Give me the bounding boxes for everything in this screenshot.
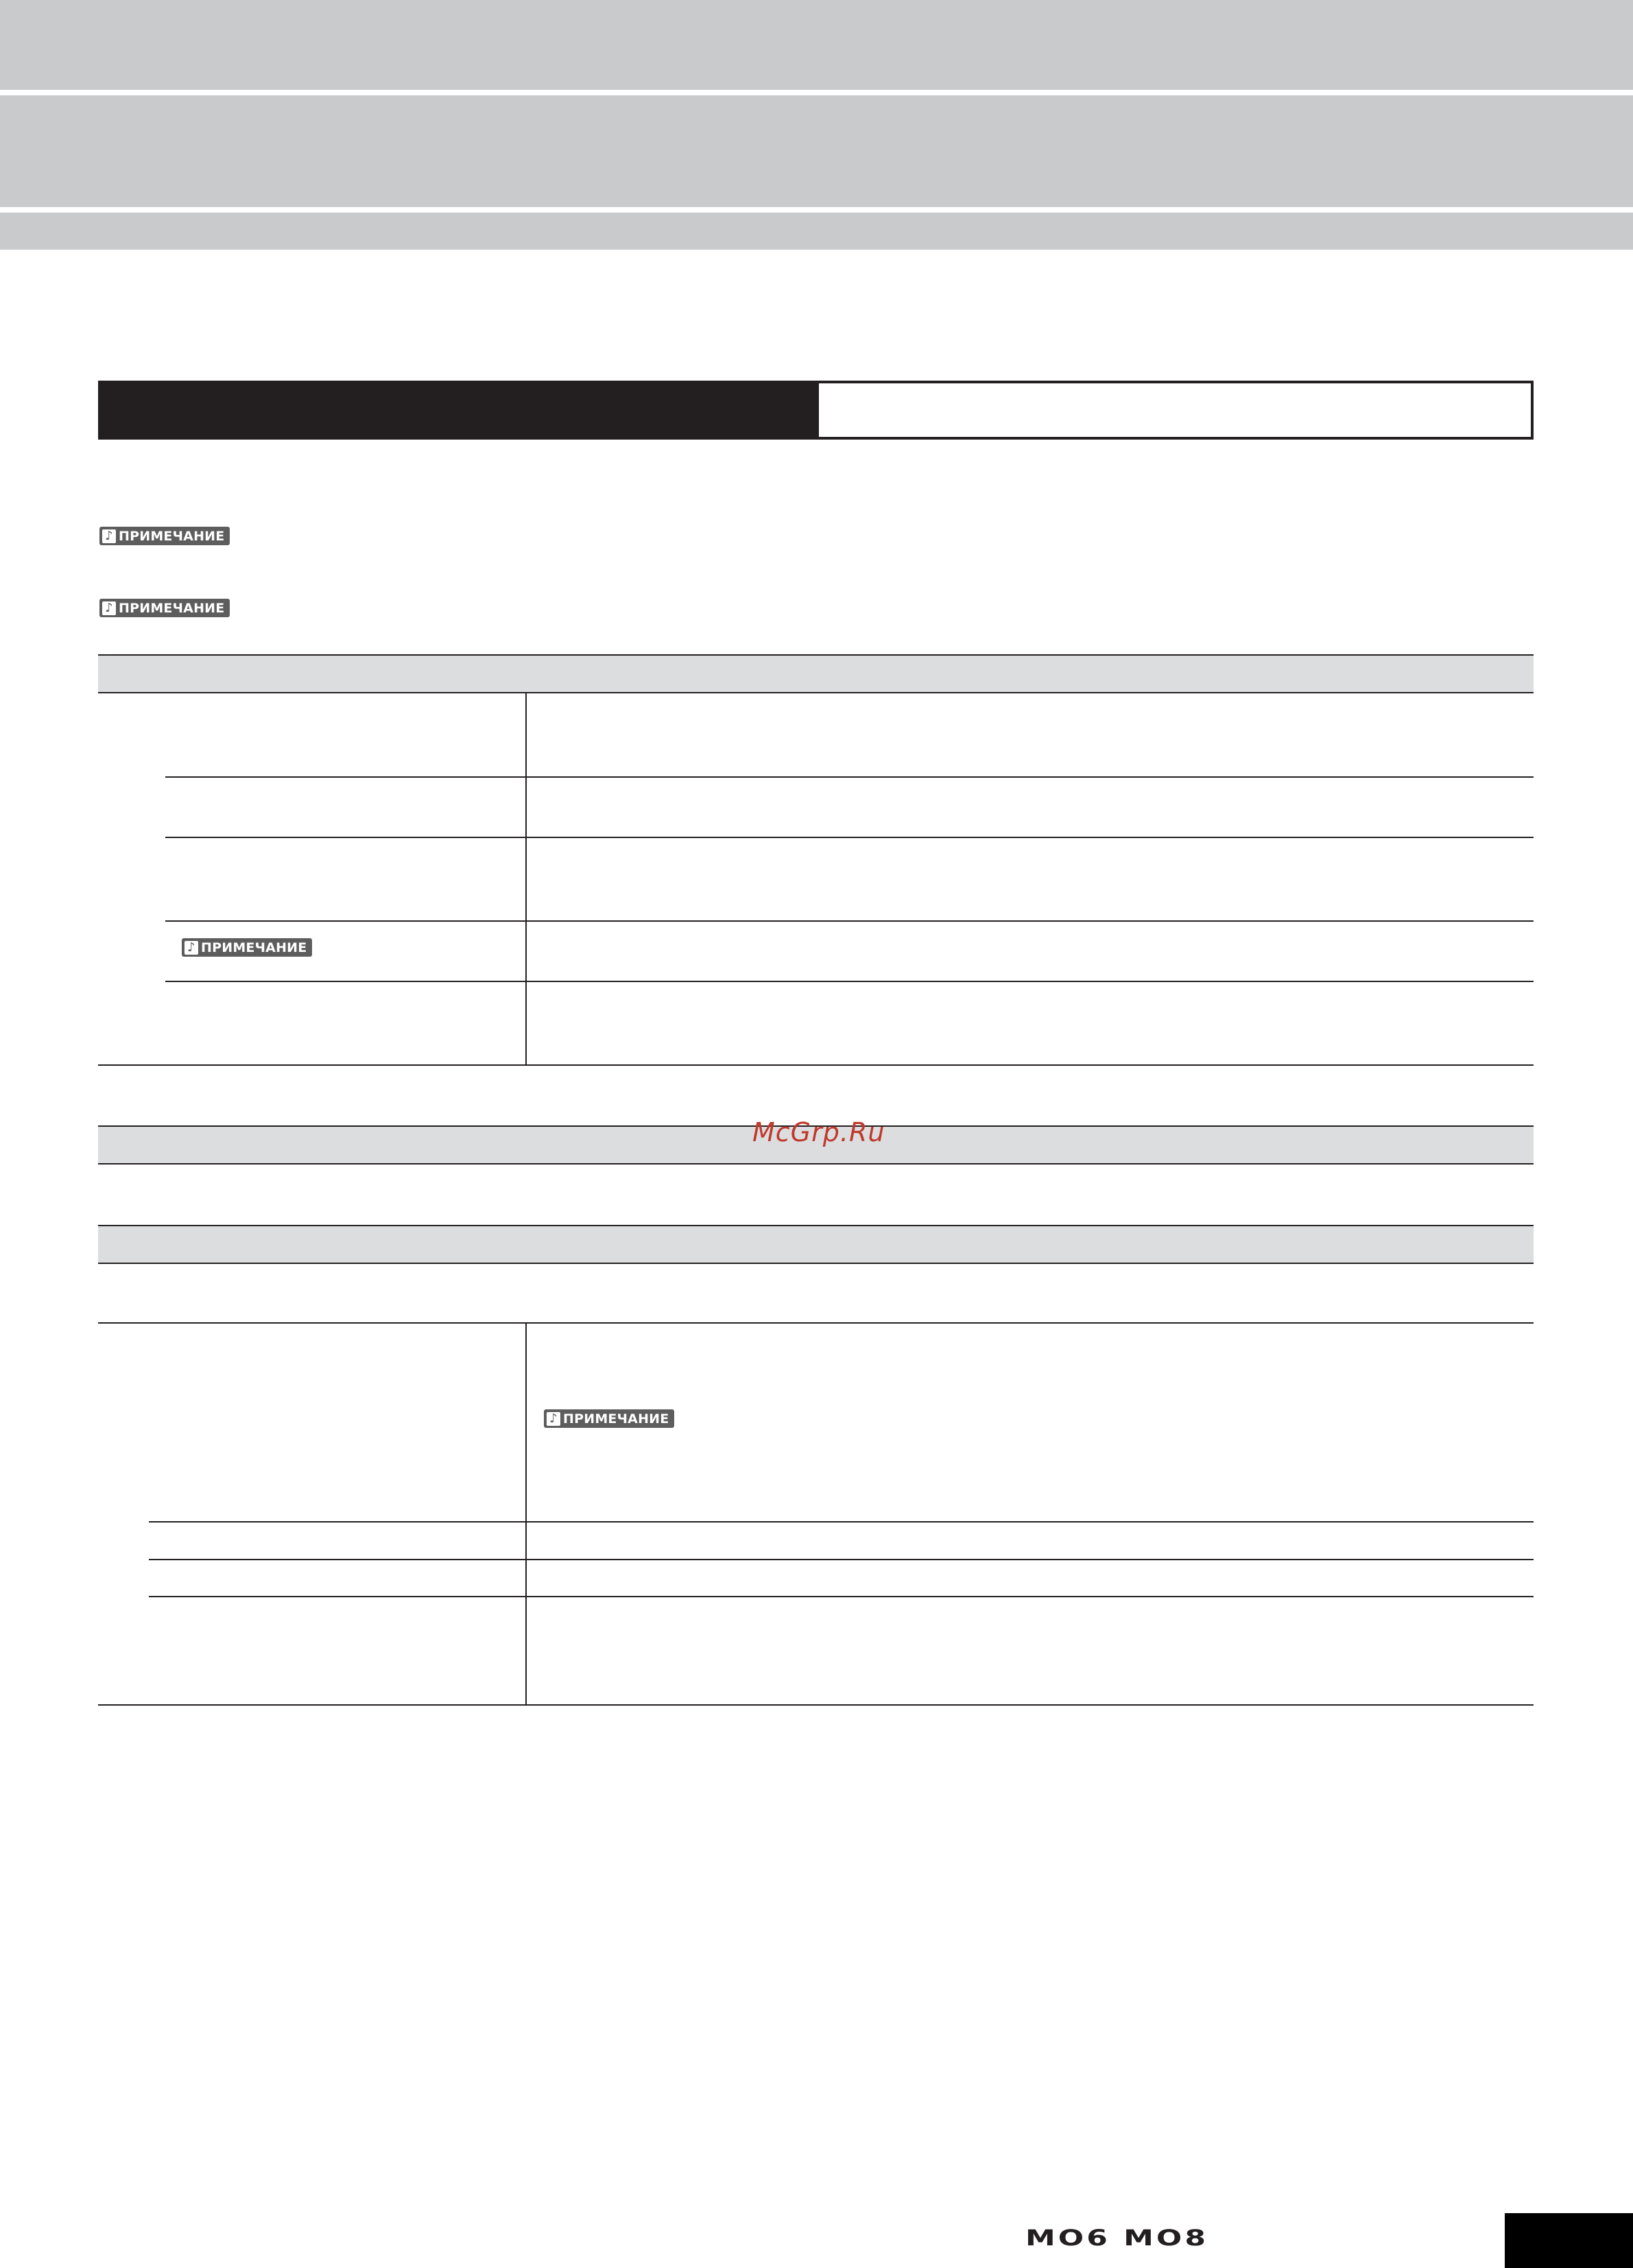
note-badge: ♪ ПРИМЕЧАНИЕ (99, 527, 230, 545)
section-title-bar (98, 381, 1534, 440)
product-logo: MO6 MO8 (1025, 2225, 1208, 2251)
table3-row-line (149, 1559, 1534, 1560)
music-note-icon: ♪ (184, 941, 198, 955)
music-note-icon: ♪ (102, 601, 116, 615)
table3-row-line (149, 1596, 1534, 1597)
watermark: McGrp.Ru (752, 1117, 885, 1147)
table1-header (98, 654, 1534, 693)
table3-row-line (98, 1322, 1534, 1324)
note-badge: ♪ ПРИМЕЧАНИЕ (544, 1409, 674, 1428)
music-note-icon: ♪ (102, 529, 116, 543)
note-badge: ♪ ПРИМЕЧАНИЕ (99, 599, 230, 617)
top-band-3 (0, 213, 1633, 250)
table1-row-line (165, 776, 1534, 778)
table1-row-line (165, 920, 1534, 922)
table3-header (98, 1225, 1534, 1264)
section-title-dark-block (101, 383, 819, 437)
top-band-1 (0, 0, 1633, 90)
music-note-icon: ♪ (547, 1412, 560, 1426)
table1-bottom-line (98, 1064, 1534, 1066)
table1-row-line (165, 837, 1534, 838)
note-badge: ♪ ПРИМЕЧАНИЕ (182, 938, 312, 957)
table3-column-divider (525, 1322, 527, 1705)
top-band-2 (0, 95, 1633, 207)
table3-row-line (149, 1521, 1534, 1523)
table1-row-line (165, 981, 1534, 982)
table3-bottom-line (98, 1704, 1534, 1706)
page-number-tab (1505, 2213, 1633, 2268)
table1-column-divider (525, 693, 527, 1065)
